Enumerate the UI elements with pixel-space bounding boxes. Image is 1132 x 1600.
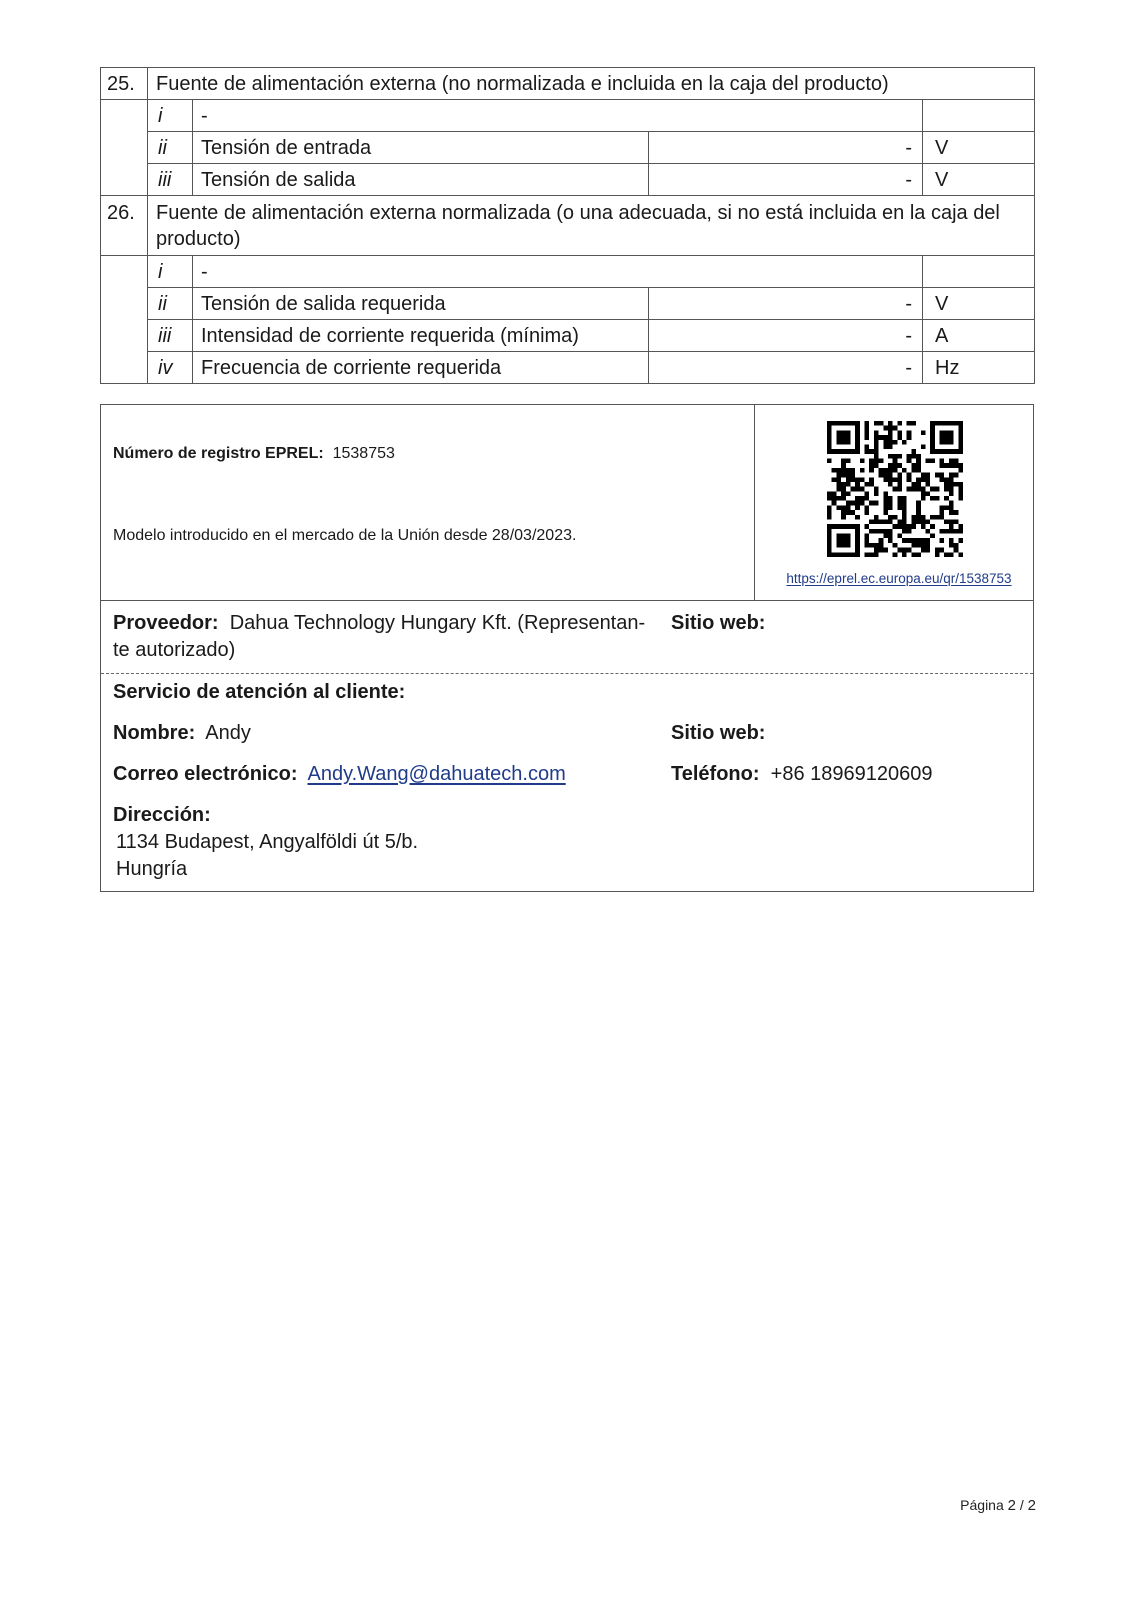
supplier-name: Dahua Technology Hungary Kft. (Representan- bbox=[229, 612, 646, 634]
customer-service-heading: Servicio de atención al cliente: bbox=[113, 681, 406, 703]
row-label: - bbox=[193, 100, 923, 132]
row-unit: Hz bbox=[923, 352, 1035, 384]
row-label: Intensidad de corriente requerida (mínima) bbox=[193, 320, 649, 352]
page-label: Página bbox=[960, 1497, 1004, 1513]
address-line-1: 1134 Budapest, Angyalföldi út 5/b. bbox=[116, 831, 419, 853]
row-value: - bbox=[649, 164, 923, 196]
row-roman: iv bbox=[148, 352, 193, 384]
row-label: Frecuencia de corriente requerida bbox=[193, 352, 649, 384]
row-value: - bbox=[649, 352, 923, 384]
row-unit: V bbox=[923, 132, 1035, 164]
contact-email-link[interactable]: Andy.Wang@dahuatech.com bbox=[307, 763, 566, 785]
table-row-26-title bbox=[101, 196, 1035, 256]
address-line-2: Hungría bbox=[116, 858, 188, 880]
table-row bbox=[101, 352, 1035, 384]
row-roman: iii bbox=[148, 164, 193, 196]
registration-number-value: 1538753 bbox=[332, 445, 395, 462]
contact-phone-value: +86 18969120609 bbox=[770, 763, 933, 785]
model-market-date: Modelo introducido en el mercado de la Unión desde 28/03/2023. bbox=[113, 527, 577, 544]
row-roman: ii bbox=[148, 288, 193, 320]
table-row-25-title bbox=[101, 68, 1035, 100]
table-row bbox=[101, 256, 1035, 288]
supplier-website-label: Sitio web: bbox=[671, 612, 766, 634]
eprel-qr-link[interactable]: https://eprel.ec.europa.eu/qr/1538753 bbox=[786, 571, 1012, 586]
contact-phone-label: Teléfono: bbox=[671, 763, 760, 785]
row-unit bbox=[923, 256, 1035, 288]
row-value: - bbox=[649, 320, 923, 352]
registration-number bbox=[113, 445, 395, 463]
contact-name bbox=[113, 722, 251, 745]
item-number: 25. bbox=[101, 68, 148, 100]
spec-table bbox=[100, 67, 1035, 384]
contact-address bbox=[116, 829, 418, 883]
supplier-label: Proveedor: bbox=[113, 612, 219, 634]
supplier-section bbox=[101, 602, 1033, 674]
qr-code-icon bbox=[827, 421, 963, 557]
registration-section bbox=[101, 405, 1033, 601]
item-title: Fuente de alimentación externa normalizada (o una adecuada, si no está incluida en la caja del producto) bbox=[148, 196, 1035, 256]
contact-email bbox=[113, 763, 566, 786]
contact-phone bbox=[671, 763, 932, 786]
item-number: 26. bbox=[101, 196, 148, 256]
row-unit: V bbox=[923, 164, 1035, 196]
row-unit: A bbox=[923, 320, 1035, 352]
supplier-name-cont: te autorizado) bbox=[113, 639, 236, 661]
contact-email-label: Correo electrónico: bbox=[113, 763, 298, 785]
supplier-info bbox=[113, 610, 661, 664]
row-roman: i bbox=[148, 256, 193, 288]
item-title: Fuente de alimentación externa (no normalizada e incluida en la caja del producto) bbox=[148, 68, 1035, 100]
row-roman: i bbox=[148, 100, 193, 132]
contact-website-label: Sitio web: bbox=[671, 722, 766, 744]
row-value: - bbox=[649, 288, 923, 320]
row-label: - bbox=[193, 256, 923, 288]
registration-details bbox=[101, 405, 755, 601]
contact-address-label: Dirección: bbox=[113, 804, 211, 826]
row-label: Tensión de entrada bbox=[193, 132, 649, 164]
table-row bbox=[101, 100, 1035, 132]
table-row bbox=[101, 320, 1035, 352]
contact-name-value: Andy bbox=[205, 722, 251, 744]
row-unit bbox=[923, 100, 1035, 132]
contact-name-label: Nombre: bbox=[113, 722, 196, 744]
row-value: - bbox=[649, 132, 923, 164]
page-separator: / bbox=[1019, 1497, 1024, 1513]
row-roman: iii bbox=[148, 320, 193, 352]
customer-service-section bbox=[101, 675, 1033, 891]
table-row bbox=[101, 288, 1035, 320]
registration-number-label: Número de registro EPREL: bbox=[113, 445, 324, 462]
table-row bbox=[101, 132, 1035, 164]
row-label: Tensión de salida bbox=[193, 164, 649, 196]
page-number bbox=[960, 1497, 1036, 1514]
row-roman: ii bbox=[148, 132, 193, 164]
page-current: 2 bbox=[1007, 1497, 1016, 1514]
table-row bbox=[101, 164, 1035, 196]
row-label: Tensión de salida requerida bbox=[193, 288, 649, 320]
eprel-info-box bbox=[100, 404, 1034, 892]
page-total: 2 bbox=[1027, 1497, 1036, 1514]
row-unit: V bbox=[923, 288, 1035, 320]
